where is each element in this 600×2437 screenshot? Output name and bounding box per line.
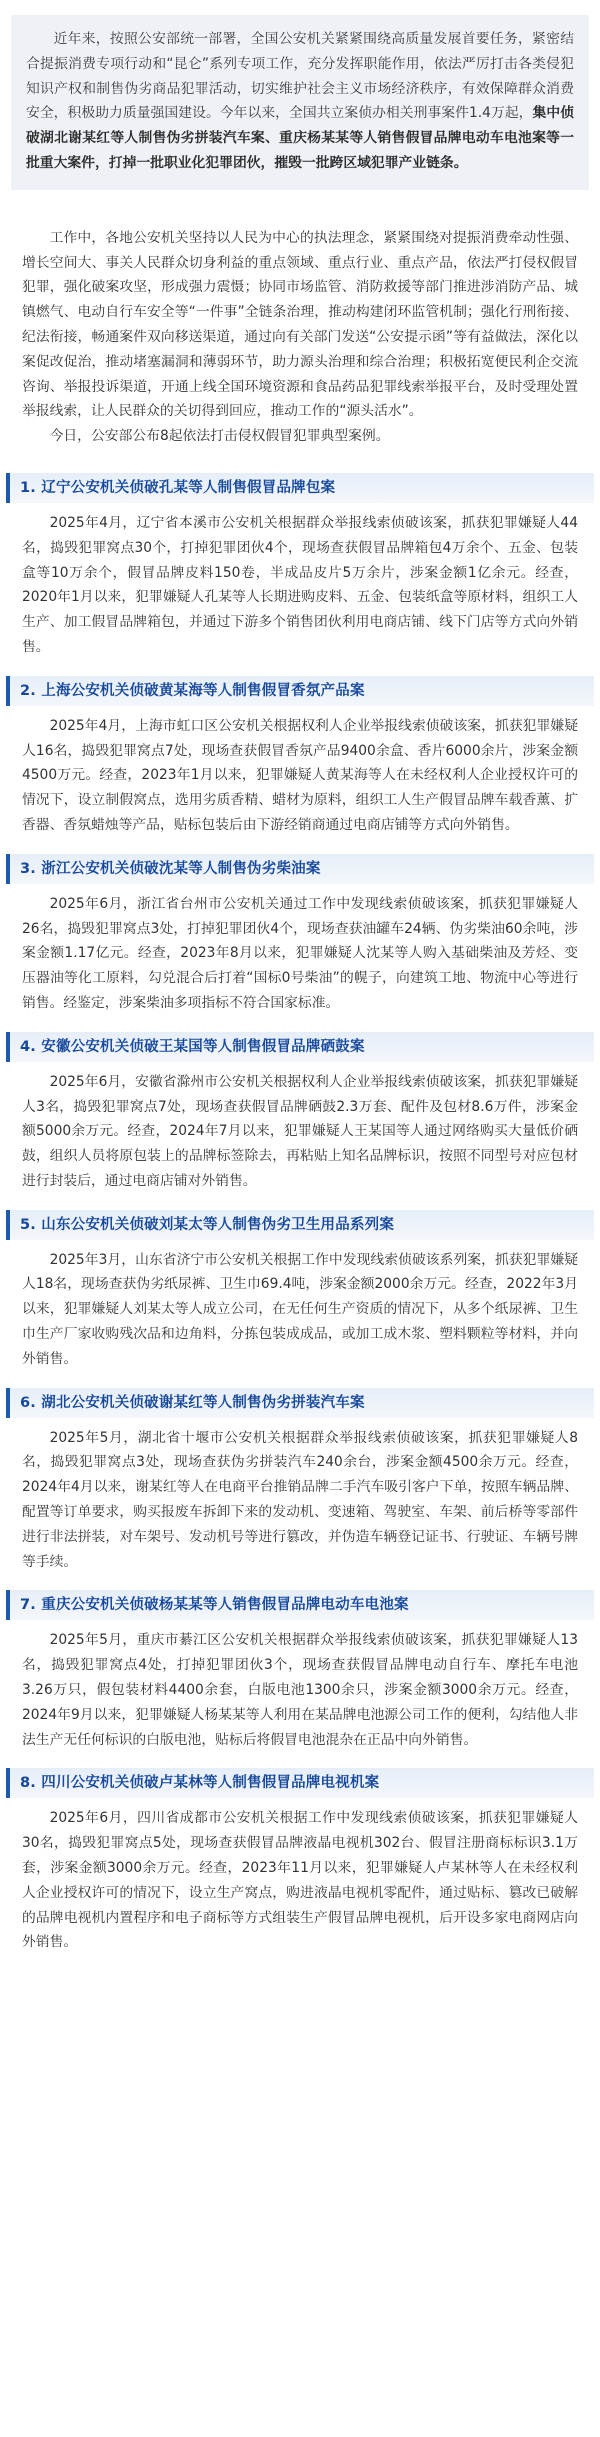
case-title: 2. 上海公安机关侦破黄某海等人制售假冒香氛产品案 [6, 676, 594, 706]
case-section [0, 1388, 600, 1575]
case-text: 2025年6月，安徽省滁州市公安机关根据权利人企业举报线索侦破该案，抓获犯罪嫌疑人3名，捣毁犯罪窝点7处，现场查获假冒品牌硒鼓2.3万套、配件及包材8.6万件，涉案金额5000余万元。经查，2024年7月以来，犯罪嫌疑人王某国等人通过网络购买大量低价硒鼓，组织人员将原包装上的品牌标签除去，再粘贴上知名品牌标识，按照不同型号对应包材进行封装后，通过电商店铺对外销售。 [22, 1073, 578, 1189]
intro-paragraph [26, 27, 574, 176]
case-text: 2025年6月，四川省成都市公安机关根据工作中发现线索侦破该案，抓获犯罪嫌疑人30名，捣毁犯罪窝点5处，现场查获假冒品牌液晶电视机302台、假冒注册商标标识3.1万套，涉案金额3000余万元。经查，2023年11月以来，犯罪嫌疑人卢某林等人在未经权利人企业授权许可的情况下，设立生产窝点，购进液晶电视机零配件，通过贴标、篡改已破解的品牌电视机内置程序和电子商标等方式组装生产假冒品牌电视机，后开设多家电商网店向外销售。 [22, 1810, 578, 1951]
case-title: 6. 湖北公安机关侦破谢某红等人制售伪劣拼装汽车案 [6, 1388, 594, 1418]
case-section [0, 1590, 600, 1752]
article-body [0, 190, 600, 449]
intro-box [11, 15, 589, 190]
case-title: 7. 重庆公安机关侦破杨某某等人销售假冒品牌电动车电池案 [6, 1590, 594, 1620]
case-title: 1. 辽宁公安机关侦破孔某等人制售假冒品牌包案 [6, 473, 594, 503]
body-paragraph: 工作中，各地公安机关坚持以人民为中心的执法理念，紧紧围绕对提振消费牵动性强、增长空间大、事关人民群众切身利益的重点领域、重点行业、重点产品，依法严打侵权假冒犯罪，强化破案攻坚，形成强力震慑；协同市场监管、消防救援等部门推进涉消防产品、城镇燃气、电动自行车安全等“一件事”全链条治理，推动构建闭环监管机制；强化行刑衔接、纪法衔接，畅通案件双向移送渠道，通过向有关部门发送“公安提示函”等有益做法，深化以案促改促治，推动堵塞漏洞和薄弱环节，助力源头治理和综合治理；积极拓宽便民利企交流咨询、举报投诉渠道，开通上线全国环境资源和食品药品犯罪线索举报平台，及时受理处置举报线索，让人民群众的关切得到回应，推动工作的“源头活水”。 [22, 229, 578, 420]
case-text: 2025年4月，辽宁省本溪市公安机关根据群众举报线索侦破该案，抓获犯罪嫌疑人44名，捣毁犯罪窝点30个，打掉犯罪团伙4个，现场查获假冒品牌箱包4万余个、五金、包装盒等10万余个，假冒品牌皮料150卷，半成品皮片5万余片，涉案金额1亿余元。经查，2020年1月以来，犯罪嫌疑人孔某等人长期进购皮料、五金、包装纸盒等原材料，组织工人生产、加工假冒品牌箱包，并通过下游多个销售团伙利用电商店铺、线下门店等方式向外销售。 [22, 514, 578, 655]
case-section [0, 676, 600, 838]
case-section [0, 854, 600, 1016]
case-section [0, 473, 600, 660]
case-title: 3. 浙江公安机关侦破沈某等人制售伪劣柴油案 [6, 854, 594, 884]
case-section [0, 1768, 600, 1955]
intro-highlight: 集中侦破湖北谢某红等人制售伪劣拼装汽车案、重庆杨某某等人销售假冒品牌电动车电池案等一批重大案件，打掉一批职业化犯罪团伙，摧毁一批跨区域犯罪产业链条。 [26, 105, 574, 171]
case-text: 2025年5月，湖北省十堰市公安机关根据群众举报线索侦破该案，抓获犯罪嫌疑人8名，捣毁犯罪窝点3处，现场查获伪劣拼装汽车240余台，涉案金额4500余万元。经查，2024年4月以来，谢某红等人在电商平台推销品牌二手汽车吸引客户下单，按照车辆品牌、配置等订单要求，购买报废车拆卸下来的发动机、变速箱、驾驶室、车架、前后桥等零部件进行非法拼装，对车架号、发动机号等进行篡改，并伪造车辆登记证书、行驶证、车辆号牌等手续。 [22, 1429, 578, 1570]
body-paragraph: 今日，公安部公布8起依法打击侵权假冒犯罪典型案例。 [49, 428, 390, 445]
case-title: 4. 安徽公安机关侦破王某国等人制售假冒品牌硒鼓案 [6, 1032, 594, 1062]
intro-text: 近年来，按照公安部统一部署，全国公安机关紧紧围绕高质量发展首要任务，紧密结合提振消费专项行动和“昆仑”系列专项工作，充分发挥职能作用，依法严厉打击各类侵犯知识产权和制售伪劣商品犯罪活动，切实维护社会主义市场经济秩序，有效保障群众消费安全，积极助力质量强国建设。今年以来，全国共立案侦办相关刑事案件1.4万起， [26, 31, 574, 122]
case-section [0, 1032, 600, 1194]
case-title: 8. 四川公安机关侦破卢某林等人制售假冒品牌电视机案 [6, 1768, 594, 1798]
case-text: 2025年3月，山东省济宁市公安机关根据工作中发现线索侦破该系列案，抓获犯罪嫌疑人18名，现场查获伪劣纸尿裤、卫生巾69.4吨，涉案金额2000余万元。经查，2022年3月以来，犯罪嫌疑人刘某太等人成立公司，在无任何生产资质的情况下，从多个纸尿裤、卫生巾生产厂家收购残次品和边角料，分拣包装成成品，或加工成木浆、塑料颗粒等材料，并向外销售。 [22, 1251, 578, 1367]
case-section [0, 1210, 600, 1372]
case-text: 2025年4月，上海市虹口区公安机关根据权利人企业举报线索侦破该案，抓获犯罪嫌疑人16名，捣毁犯罪窝点7处，现场查获假冒香氛产品9400余盒、香片6000余片，涉案金额4500万元。经查，2023年1月以来，犯罪嫌疑人黄某海等人在未经权利人企业授权许可的情况下，设立制假窝点，选用劣质香精、蜡材为原料，组织工人生产假冒品牌车载香薰、扩香器、香氛蜡烛等产品，贴标包装后由下游经销商通过电商店铺等方式向外销售。 [22, 717, 578, 833]
case-text: 2025年5月，重庆市綦江区公安机关根据群众举报线索侦破该案，抓获犯罪嫌疑人13名，捣毁犯罪窝点4处，打掉犯罪团伙3个，现场查获假冒品牌电动自行车、摩托车电池3.26万只，假包装材料4400余套，白版电池1300余只，涉案金额3000余万元。经查，2024年9月以来，犯罪嫌疑人杨某某等人利用在某品牌电池源公司工作的便利，勾结他人非法生产无任何标识的白版电池，贴标后将假冒电池混杂在正品中向外销售。 [22, 1632, 578, 1748]
case-list [0, 473, 600, 1955]
case-title: 5. 山东公安机关侦破刘某太等人制售伪劣卫生用品系列案 [6, 1210, 594, 1240]
case-text: 2025年6月，浙江省台州市公安机关通过工作中发现线索侦破该案，抓获犯罪嫌疑人26名，捣毁犯罪窝点3处，打掉犯罪团伙4个，现场查获油罐车24辆、伪劣柴油60余吨，涉案金额1.17亿元。经查，2023年8月以来，犯罪嫌疑人沈某等人购入基础柴油及芳烃、变压器油等化工原料，勾兑混合后打着“国标0号柴油”的幌子，向建筑工地、物流中心等进行销售。经鉴定，涉案柴油多项指标不符合国家标准。 [22, 895, 578, 1011]
